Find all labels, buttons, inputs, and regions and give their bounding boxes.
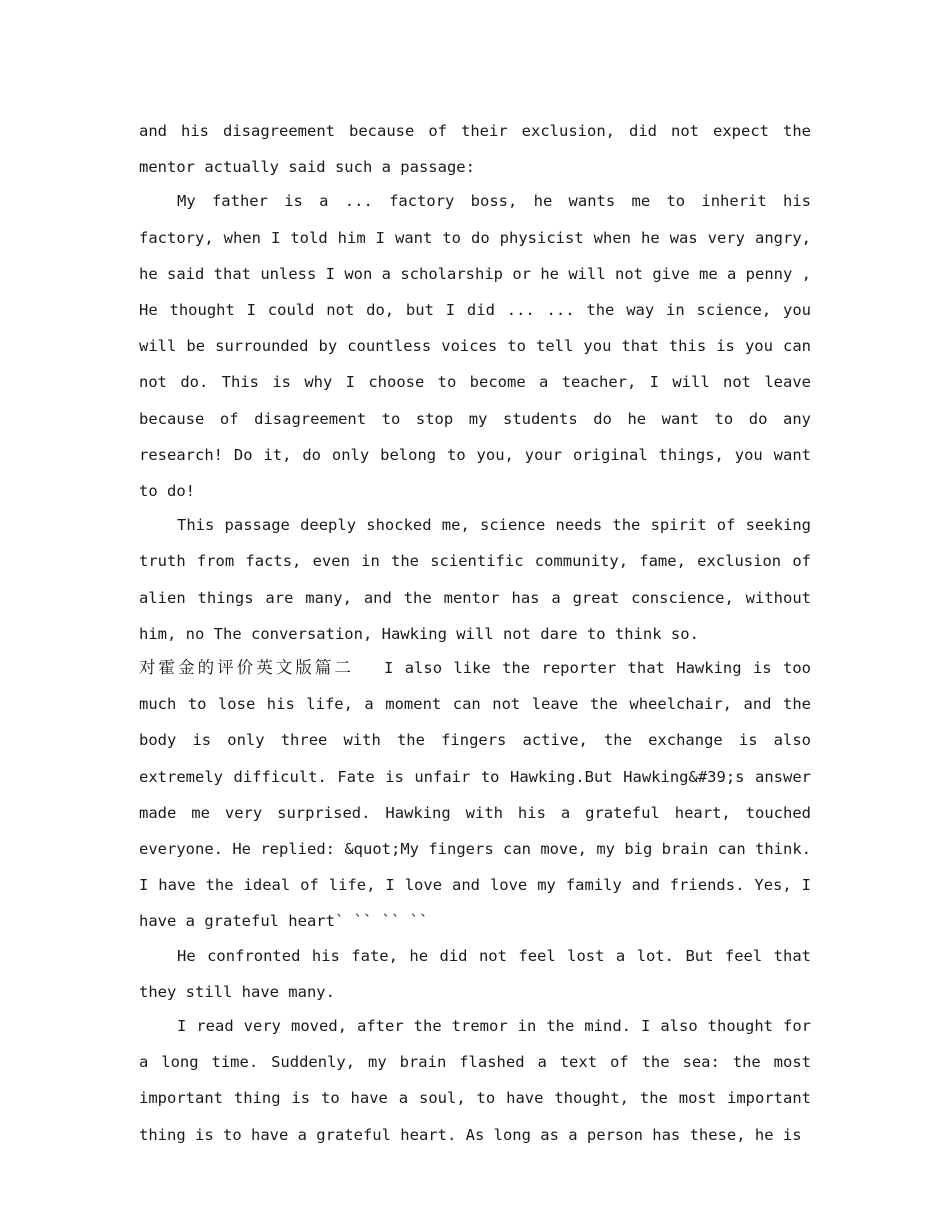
- paragraph-2: [139, 183, 811, 509]
- paragraph-3: [139, 507, 811, 652]
- paragraph-text: and his disagreement because of their exclusion, did not expect the mentor actually said such a passage:: [139, 122, 811, 177]
- paragraph-4: [139, 650, 811, 940]
- paragraph-text: This passage deeply shocked me, science needs the spirit of seeking truth from facts, even in the scientific community, fame, exclusion of alien things are many, and the mentor has a great conscience, without him, no The conversation, Hawking will not dare to think so.: [139, 516, 811, 643]
- paragraph-text: He confronted his fate, he did not feel lost a lot. But feel that they still have many.: [139, 946, 811, 1001]
- paragraph-text: I also like the reporter that Hawking is too much to lose his life, a moment can not leave the wheelchair, and the body is only three with the fingers active, the exchange is also extremely difficult. Fate is unfair to Hawking.But Hawking&#39;s answer made me very surprised. Hawking with his a grateful heart, touched everyone. He replied: &quot;My fingers can move, my big brain can think. I have the ideal of life, I love and love my family and friends. Yes, I have a grateful heart` `` `` ``: [139, 659, 811, 931]
- paragraph-text: My father is a ... factory boss, he wants me to inherit his factory, when I told him I want to do physicist when he was very angry, he said that unless I won a scholarship or he will not give me a penny , He thought I could not do, but I did ... ... the way in science, you will be surrounded by countless voices to tell you that this is you can not do. This is why I choose to become a teacher, I will not leave because of disagreement to stop my students do he want to do any research! Do it, do only belong to you, your original things, you want to do!: [139, 192, 811, 501]
- paragraph-5: [139, 938, 811, 1010]
- paragraph-1: [139, 113, 811, 185]
- paragraph-text: I read very moved, after the tremor in the mind. I also thought for a long time. Suddenly, my brain flashed a text of the sea: the most important thing is to have a soul, to have thought, the most important thing is to have a grateful heart. As long as a person has these, he is: [139, 1017, 811, 1144]
- section-heading: 对霍金的评价英文版篇二: [139, 658, 355, 678]
- document-body: [139, 113, 811, 1151]
- paragraph-6: [139, 1008, 811, 1153]
